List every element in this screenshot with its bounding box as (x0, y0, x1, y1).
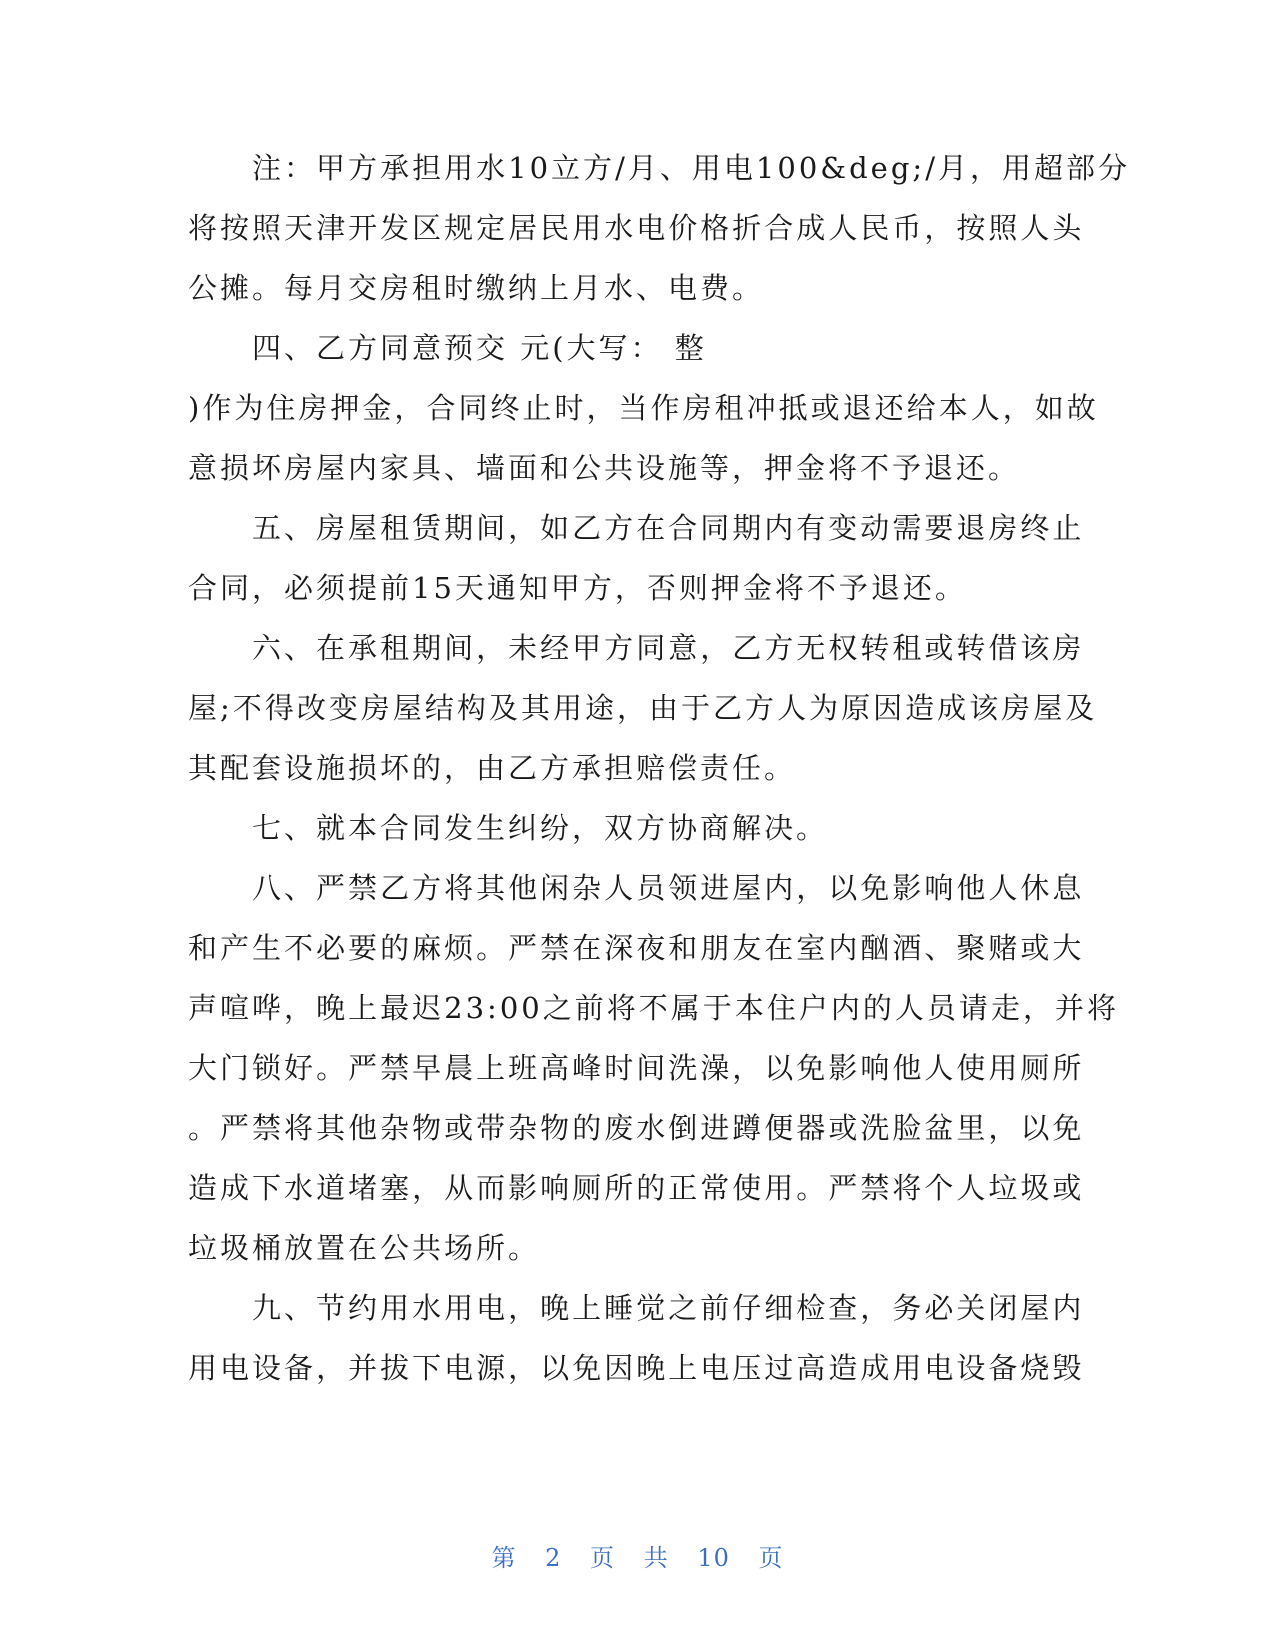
text-line: 注 ： 甲 方 承 担 用 水 1 0 立 方 / 月 、 用 电 1 0 0 & d e g ; / 月 ， 用 超 部 分 (252, 151, 1131, 185)
text-line: 和 产 生 不 必 要 的 麻 烦 。 严 禁 在 深 夜 和 朋 友 在 室 内 酗 酒 、 聚 赌 或 大 (188, 931, 1085, 965)
paragraph-5 (188, 498, 1085, 618)
text-line: 合同，必须提前15天通知甲方，否则押金将不予退还。 (188, 571, 967, 605)
paragraph-6 (188, 618, 1098, 798)
text-line: 其配套设施损坏的，由乙方承担赔偿责任。 (188, 751, 797, 785)
text-line: 。 严 禁 将 其 他 杂 物 或 带 杂 物 的 废 水 倒 进 蹲 便 器 或 洗 脸 盆 里 ， 以 免 (188, 1111, 1085, 1145)
text-line: ) 作 为 住 房 押 金 ， 合 同 终 止 时 ， 当 作 房 租 冲 抵 或 退 还 给 本 人 ， 如 故 (188, 391, 1099, 425)
paragraph-note (188, 138, 1131, 318)
text-line: 四、乙方同意预交 元(大写： 整 (252, 331, 707, 365)
text-line: 七、就本合同发生纠纷，双方协商解决。 (252, 811, 829, 845)
text-line: 公摊。每月交房租时缴纳上月水、电费。 (188, 271, 765, 305)
text-line: 声 喧 哗 ， 晚 上 最 迟 2 3 : 0 0 之 前 将 不 属 于 本 住 户 内 的 人 员 请 走 ， 并 将 (188, 991, 1119, 1025)
text-line: 将 按 照 天 津 开 发 区 规 定 居 民 用 水 电 价 格 折 合 成 人 民 币 ， 按 照 人 头 (188, 211, 1085, 245)
text-line: 大 门 锁 好 。 严 禁 早 晨 上 班 高 峰 时 间 洗 澡 ， 以 免 影 响 他 人 使 用 厕 所 (188, 1051, 1085, 1085)
text-line: 屋 ; 不 得 改 变 房 屋 结 构 及 其 用 途 ， 由 于 乙 方 人 为 原 因 造 成 该 房 屋 及 (188, 691, 1098, 725)
text-line: 八 、 严 禁 乙 方 将 其 他 闲 杂 人 员 领 进 屋 内 ， 以 免 影 响 他 人 休 息 (252, 871, 1085, 905)
footer-page-label: 页 (590, 1544, 616, 1572)
page-footer (0, 1538, 1275, 1573)
text-line: 用 电 设 备 ， 并 拔 下 电 源 ， 以 免 因 晚 上 电 压 过 高 造 成 用 电 设 备 烧 毁 (188, 1351, 1085, 1385)
text-line: 意损坏房屋内家具、墙面和公共设施等，押金将不予退还。 (188, 451, 1021, 485)
footer-suffix: 页 (758, 1544, 784, 1572)
text-line: 垃圾桶放置在公共场所。 (188, 1231, 541, 1265)
text-line: 九 、 节 约 用 水 用 电 ， 晚 上 睡 觉 之 前 仔 细 检 查 ， 务 必 关 闭 屋 内 (252, 1291, 1085, 1325)
paragraph-9 (188, 1278, 1085, 1398)
footer-total-label: 共 (643, 1544, 669, 1572)
text-line: 造 成 下 水 道 堵 塞 ， 从 而 影 响 厕 所 的 正 常 使 用 。 严 禁 将 个 人 垃 圾 或 (188, 1171, 1085, 1205)
footer-total-pages: 10 (697, 1544, 730, 1572)
paragraph-8 (188, 858, 1119, 1278)
text-line: 五 、 房 屋 租 赁 期 间 ， 如 乙 方 在 合 同 期 内 有 变 动 需 要 退 房 终 止 (252, 511, 1085, 545)
footer-prefix: 第 (491, 1544, 517, 1572)
footer-page-number: 2 (545, 1544, 562, 1572)
paragraph-4 (188, 318, 1099, 498)
text-line: 六 、 在 承 租 期 间 ， 未 经 甲 方 同 意 ， 乙 方 无 权 转 租 或 转 借 该 房 (252, 631, 1085, 665)
document-body (188, 138, 1131, 1398)
paragraph-7 (188, 798, 1078, 858)
